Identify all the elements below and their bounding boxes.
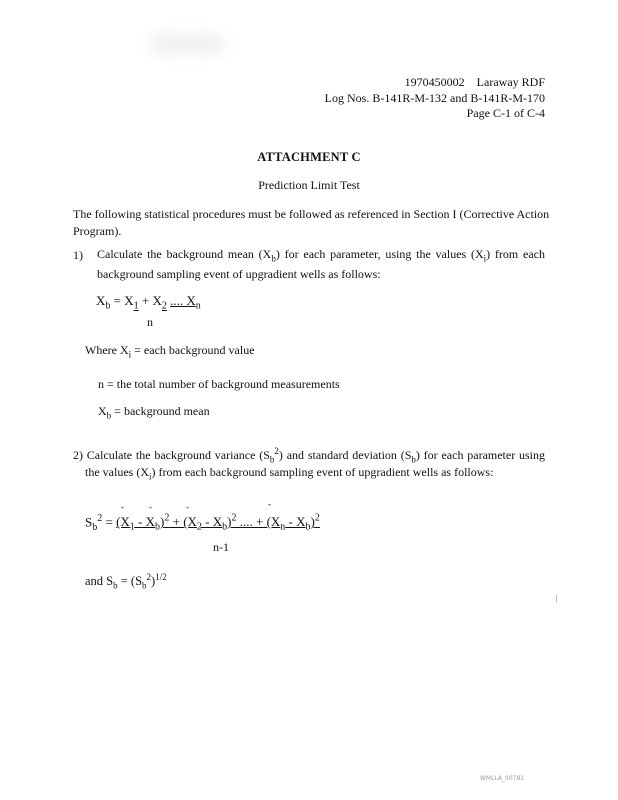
where-xi-definition: Where $X_i$ = each background value <box>85 343 255 360</box>
std-dev-formula: and $S_b = (S_b^2)^{1/2}$ <box>85 572 167 591</box>
n-definition: n = the total number of background measurements <box>98 377 340 391</box>
scan-smudge <box>150 34 225 54</box>
overbar-mark-3: - <box>186 502 189 512</box>
overbar-mark-1: - <box>121 502 124 512</box>
page-title: ATTACHMENT C <box>257 150 361 164</box>
header-document-number: 1970450002 Laraway RDF <box>404 75 545 89</box>
mean-formula-numerator: $X_b = X_1 + X_2$ .... $X_n$ <box>96 293 201 312</box>
overbar-mark-2: - <box>149 502 152 512</box>
step-2-line-1: 2) Calculate the background variance $(S_b^2)$ and standard deviation $(S_b)$ for each parameter using <box>73 446 546 465</box>
footer-bates-code: WMLLA_00781 <box>480 775 525 782</box>
scan-speck <box>556 595 557 602</box>
header-log-numbers: Log Nos. B-141R-M-132 and B-141R-M-170 <box>324 91 545 105</box>
header-page-number: Page C-1 of C-4 <box>466 106 545 120</box>
step-1-line-1: Calculate the background mean $(X_b)$ for each parameter, using the values $(X_i)$ from each <box>97 247 545 264</box>
step-1-line-2: background sampling event of upgradient wells as follows: <box>97 267 381 281</box>
variance-formula-denominator: n-1 <box>213 540 229 554</box>
intro-line-1: The following statistical procedures must be followed as referenced in Section I (Corrective Action <box>73 207 550 221</box>
mean-formula-denominator: n <box>147 315 153 329</box>
xb-definition: $X_b$ = background mean <box>98 404 210 421</box>
overbar-mark-4: - <box>268 499 271 509</box>
step-2-line-2: the values $(X_i)$ from each background sampling event of upgradient wells as follows: <box>85 465 494 482</box>
variance-formula-numerator: $S_b^2 = (X_1 - X_b)^2 + (X_2 - X_b)^2$ .... + $(X_n - X_b)^2$ <box>85 513 320 533</box>
step-1-number: 1) <box>73 248 83 262</box>
page-subtitle: Prediction Limit Test <box>258 178 360 192</box>
intro-line-2: Program). <box>73 224 122 238</box>
